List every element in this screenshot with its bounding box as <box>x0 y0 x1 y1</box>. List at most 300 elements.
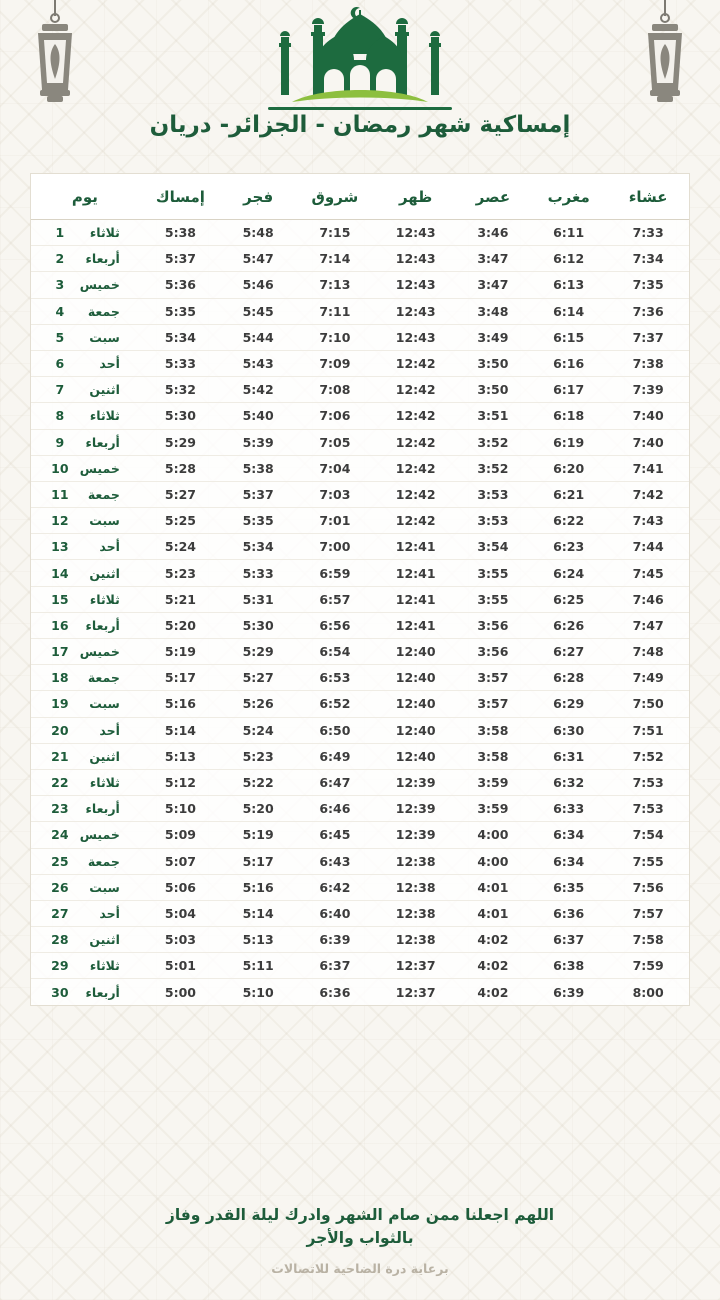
cell-dhuhr: 12:38 <box>376 874 456 900</box>
cell-maghrib: 6:11 <box>530 220 607 246</box>
day-name: سبت <box>89 513 120 529</box>
day-number: 14 <box>51 565 69 581</box>
cell-isha: 7:37 <box>607 324 689 350</box>
cell-shuruq: 7:09 <box>294 350 375 376</box>
day-name: خميس <box>79 827 120 843</box>
table-row <box>31 272 689 298</box>
table-row <box>31 324 689 350</box>
cell-asr: 4:02 <box>456 953 530 979</box>
day-number: 12 <box>51 513 69 529</box>
cell-imsak: 5:30 <box>139 403 222 429</box>
table-row <box>31 665 689 691</box>
cell-maghrib: 6:35 <box>530 874 607 900</box>
table-row <box>31 377 689 403</box>
cell-day <box>31 298 139 324</box>
cell-isha: 7:39 <box>607 377 689 403</box>
cell-day <box>31 403 139 429</box>
day-number: 5 <box>55 329 65 345</box>
cell-fajr: 5:22 <box>222 769 294 795</box>
cell-isha: 7:38 <box>607 350 689 376</box>
cell-imsak: 5:17 <box>139 665 222 691</box>
cell-fajr: 5:44 <box>222 324 294 350</box>
day-name: أحد <box>99 356 120 372</box>
cell-fajr: 5:20 <box>222 796 294 822</box>
cell-isha: 7:44 <box>607 534 689 560</box>
cell-asr: 3:57 <box>456 665 530 691</box>
cell-isha: 7:40 <box>607 403 689 429</box>
table-row <box>31 927 689 953</box>
cell-isha: 7:47 <box>607 612 689 638</box>
cell-imsak: 5:24 <box>139 534 222 560</box>
table-row <box>31 979 689 1005</box>
cell-maghrib: 6:36 <box>530 900 607 926</box>
cell-shuruq: 7:00 <box>294 534 375 560</box>
column-header-fajr: فجر <box>222 174 294 220</box>
cell-fajr: 5:37 <box>222 481 294 507</box>
page-title: إمساكية شهر رمضان - الجزائر- دريان <box>149 112 571 138</box>
cell-dhuhr: 12:43 <box>376 272 456 298</box>
cell-shuruq: 6:45 <box>294 822 375 848</box>
cell-isha: 7:34 <box>607 246 689 272</box>
cell-shuruq: 6:37 <box>294 953 375 979</box>
day-name: ثلاثاء <box>89 408 120 424</box>
table-row <box>31 953 689 979</box>
cell-imsak: 5:03 <box>139 927 222 953</box>
cell-fajr: 5:27 <box>222 665 294 691</box>
cell-dhuhr: 12:42 <box>376 350 456 376</box>
cell-imsak: 5:16 <box>139 691 222 717</box>
day-name: ثلاثاء <box>89 591 120 607</box>
cell-day <box>31 612 139 638</box>
cell-dhuhr: 12:38 <box>376 927 456 953</box>
table-row <box>31 560 689 586</box>
cell-maghrib: 6:32 <box>530 769 607 795</box>
day-number: 4 <box>55 303 65 319</box>
cell-day <box>31 324 139 350</box>
day-number: 16 <box>51 617 69 633</box>
cell-asr: 3:55 <box>456 560 530 586</box>
cell-day <box>31 691 139 717</box>
table-body <box>31 220 689 1005</box>
prayer-times-table-wrap <box>30 173 690 1006</box>
table-row <box>31 743 689 769</box>
cell-asr: 3:54 <box>456 534 530 560</box>
cell-fajr: 5:19 <box>222 822 294 848</box>
table-row <box>31 481 689 507</box>
cell-maghrib: 6:34 <box>530 848 607 874</box>
cell-fajr: 5:14 <box>222 900 294 926</box>
table-row <box>31 691 689 717</box>
cell-dhuhr: 12:40 <box>376 665 456 691</box>
cell-asr: 4:00 <box>456 822 530 848</box>
cell-dhuhr: 12:40 <box>376 639 456 665</box>
cell-asr: 3:52 <box>456 455 530 481</box>
cell-maghrib: 6:20 <box>530 455 607 481</box>
cell-imsak: 5:33 <box>139 350 222 376</box>
cell-shuruq: 6:47 <box>294 769 375 795</box>
cell-dhuhr: 12:42 <box>376 481 456 507</box>
day-name: اثنين <box>89 748 120 764</box>
day-number: 30 <box>51 984 69 1000</box>
day-name: اثنين <box>89 382 120 398</box>
cell-imsak: 5:09 <box>139 822 222 848</box>
table-row <box>31 429 689 455</box>
cell-asr: 3:59 <box>456 769 530 795</box>
cell-dhuhr: 12:41 <box>376 612 456 638</box>
cell-dhuhr: 12:39 <box>376 796 456 822</box>
cell-asr: 3:46 <box>456 220 530 246</box>
cell-isha: 7:53 <box>607 769 689 795</box>
day-number: 11 <box>51 486 69 502</box>
cell-fajr: 5:11 <box>222 953 294 979</box>
cell-dhuhr: 12:40 <box>376 743 456 769</box>
column-header-maghrib: مغرب <box>530 174 607 220</box>
table-row <box>31 612 689 638</box>
cell-shuruq: 6:57 <box>294 586 375 612</box>
cell-imsak: 5:36 <box>139 272 222 298</box>
cell-maghrib: 6:38 <box>530 953 607 979</box>
table-row <box>31 586 689 612</box>
cell-day <box>31 743 139 769</box>
day-number: 2 <box>55 251 65 267</box>
cell-day <box>31 900 139 926</box>
cell-asr: 3:59 <box>456 796 530 822</box>
cell-isha: 7:42 <box>607 481 689 507</box>
day-name: سبت <box>89 329 120 345</box>
cell-imsak: 5:21 <box>139 586 222 612</box>
day-name: أحد <box>99 539 120 555</box>
day-name: سبت <box>89 879 120 895</box>
day-number: 19 <box>51 696 69 712</box>
table-row <box>31 848 689 874</box>
cell-maghrib: 6:19 <box>530 429 607 455</box>
cell-day <box>31 560 139 586</box>
cell-maghrib: 6:39 <box>553 984 585 1000</box>
column-header-imsak: إمساك <box>139 174 222 220</box>
cell-shuruq: 6:42 <box>294 874 375 900</box>
cell-asr: 3:55 <box>456 586 530 612</box>
cell-maghrib: 6:24 <box>530 560 607 586</box>
cell-shuruq: 6:59 <box>294 560 375 586</box>
cell-asr: 3:47 <box>456 272 530 298</box>
cell-imsak: 5:19 <box>139 639 222 665</box>
cell-isha: 7:46 <box>607 586 689 612</box>
table-row <box>31 796 689 822</box>
cell-fajr: 5:13 <box>222 927 294 953</box>
cell-imsak: 5:23 <box>139 560 222 586</box>
dua-line-1: اللهم اجعلنا ممن صام الشهر وادرك ليلة القدر وفاز <box>165 1206 555 1225</box>
cell-fajr: 5:45 <box>222 298 294 324</box>
column-header-isha: عشاء <box>607 174 689 220</box>
cell-imsak: 5:00 <box>164 984 196 1000</box>
mosque-icon <box>250 6 470 116</box>
cell-imsak: 5:01 <box>139 953 222 979</box>
cell-dhuhr: 12:41 <box>376 560 456 586</box>
cell-maghrib: 6:14 <box>530 298 607 324</box>
day-name: جمعة <box>87 670 120 686</box>
cell-fajr: 5:47 <box>222 246 294 272</box>
day-number: 7 <box>55 382 65 398</box>
cell-isha: 7:53 <box>607 796 689 822</box>
cell-shuruq: 7:10 <box>294 324 375 350</box>
cell-dhuhr: 12:42 <box>376 508 456 534</box>
day-number: 23 <box>51 801 69 817</box>
cell-day <box>31 508 139 534</box>
day-name: خميس <box>79 277 120 293</box>
table-row <box>31 350 689 376</box>
day-name: جمعة <box>87 486 120 502</box>
cell-dhuhr: 12:43 <box>376 324 456 350</box>
cell-asr: 3:50 <box>456 377 530 403</box>
cell-shuruq: 6:40 <box>294 900 375 926</box>
day-name: أربعاء <box>85 617 120 633</box>
cell-fajr: 5:10 <box>242 984 274 1000</box>
cell-shuruq: 6:54 <box>294 639 375 665</box>
cell-fajr: 5:48 <box>222 220 294 246</box>
cell-imsak: 5:14 <box>139 717 222 743</box>
cell-imsak: 5:38 <box>139 220 222 246</box>
cell-maghrib: 6:28 <box>530 665 607 691</box>
day-name: اثنين <box>89 932 120 948</box>
day-number: 25 <box>51 853 69 869</box>
cell-isha: 7:45 <box>607 560 689 586</box>
day-number: 3 <box>55 277 65 293</box>
cell-fajr: 5:46 <box>222 272 294 298</box>
cell-shuruq: 7:13 <box>294 272 375 298</box>
cell-fajr: 5:17 <box>222 848 294 874</box>
table-row <box>31 769 689 795</box>
cell-dhuhr: 12:43 <box>376 246 456 272</box>
cell-isha: 7:33 <box>607 220 689 246</box>
cell-day <box>31 769 139 795</box>
cell-day <box>31 586 139 612</box>
cell-asr: 3:56 <box>456 639 530 665</box>
cell-asr: 3:53 <box>456 481 530 507</box>
day-number: 18 <box>51 670 69 686</box>
cell-maghrib: 6:29 <box>530 691 607 717</box>
cell-fajr: 5:39 <box>222 429 294 455</box>
cell-isha: 7:41 <box>607 455 689 481</box>
cell-isha: 7:50 <box>607 691 689 717</box>
dua-text <box>0 1204 720 1249</box>
cell-asr: 3:58 <box>456 717 530 743</box>
day-name: ثلاثاء <box>89 775 120 791</box>
day-number: 21 <box>51 748 69 764</box>
cell-shuruq: 6:49 <box>294 743 375 769</box>
dua-line-2: بالثواب والأجر <box>306 1228 414 1247</box>
cell-asr: 3:58 <box>456 743 530 769</box>
cell-day <box>31 639 139 665</box>
cell-dhuhr: 12:38 <box>376 900 456 926</box>
cell-shuruq: 7:03 <box>294 481 375 507</box>
cell-day <box>31 350 139 376</box>
cell-fajr: 5:40 <box>222 403 294 429</box>
day-name: أربعاء <box>85 984 120 1000</box>
page-footer <box>0 1204 720 1276</box>
cell-dhuhr: 12:42 <box>376 377 456 403</box>
cell-shuruq: 6:52 <box>294 691 375 717</box>
cell-day <box>31 665 139 691</box>
cell-maghrib: 6:16 <box>530 350 607 376</box>
day-number: 13 <box>51 539 69 555</box>
cell-dhuhr: 12:42 <box>376 429 456 455</box>
day-number: 26 <box>51 879 69 895</box>
cell-dhuhr: 12:39 <box>376 769 456 795</box>
cell-day <box>31 848 139 874</box>
cell-day <box>31 272 139 298</box>
table-row <box>31 455 689 481</box>
cell-maghrib: 6:34 <box>530 822 607 848</box>
cell-day <box>31 717 139 743</box>
day-name: جمعة <box>87 853 120 869</box>
cell-maghrib: 6:21 <box>530 481 607 507</box>
cell-asr: 4:01 <box>456 900 530 926</box>
day-name: خميس <box>79 644 120 660</box>
day-name: أربعاء <box>85 251 120 267</box>
cell-isha: 7:59 <box>607 953 689 979</box>
cell-fajr: 5:16 <box>222 874 294 900</box>
cell-maghrib: 6:27 <box>530 639 607 665</box>
cell-asr: 3:47 <box>456 246 530 272</box>
day-number: 9 <box>55 434 65 450</box>
cell-shuruq: 6:56 <box>294 612 375 638</box>
cell-imsak: 5:13 <box>139 743 222 769</box>
cell-shuruq: 6:50 <box>294 717 375 743</box>
table-header <box>31 174 689 220</box>
day-number: 8 <box>55 408 65 424</box>
cell-shuruq: 7:08 <box>294 377 375 403</box>
cell-isha: 8:00 <box>632 984 664 1000</box>
cell-dhuhr: 12:43 <box>376 220 456 246</box>
cell-asr: 3:56 <box>456 612 530 638</box>
cell-fajr: 5:23 <box>222 743 294 769</box>
table-row <box>31 717 689 743</box>
table-row <box>31 298 689 324</box>
cell-dhuhr: 12:42 <box>376 403 456 429</box>
page-header <box>0 0 720 165</box>
cell-fajr: 5:29 <box>222 639 294 665</box>
cell-isha: 7:56 <box>607 874 689 900</box>
cell-shuruq: 7:04 <box>294 455 375 481</box>
cell-asr: 3:52 <box>456 429 530 455</box>
cell-shuruq: 7:11 <box>294 298 375 324</box>
cell-day <box>31 429 139 455</box>
day-number: 28 <box>51 932 69 948</box>
day-number: 29 <box>51 958 69 974</box>
cell-dhuhr: 12:42 <box>376 455 456 481</box>
prayer-times-table <box>31 174 689 1005</box>
cell-isha: 7:43 <box>607 508 689 534</box>
cell-fajr: 5:30 <box>222 612 294 638</box>
cell-imsak: 5:35 <box>139 298 222 324</box>
day-name: أحد <box>99 905 120 921</box>
cell-maghrib: 6:18 <box>530 403 607 429</box>
cell-isha: 7:55 <box>607 848 689 874</box>
table-row <box>31 246 689 272</box>
cell-day <box>31 534 139 560</box>
day-number: 17 <box>51 644 69 660</box>
cell-asr: 4:00 <box>456 848 530 874</box>
cell-day <box>31 927 139 953</box>
cell-maghrib: 6:22 <box>530 508 607 534</box>
cell-fajr: 5:33 <box>222 560 294 586</box>
cell-day <box>31 822 139 848</box>
day-name: أربعاء <box>85 801 120 817</box>
cell-maghrib: 6:25 <box>530 586 607 612</box>
table-header-row <box>31 174 689 220</box>
cell-fajr: 5:26 <box>222 691 294 717</box>
cell-isha: 7:57 <box>607 900 689 926</box>
cell-dhuhr: 12:40 <box>376 717 456 743</box>
cell-imsak: 5:12 <box>139 769 222 795</box>
cell-imsak: 5:25 <box>139 508 222 534</box>
cell-maghrib: 6:23 <box>530 534 607 560</box>
table-row <box>31 403 689 429</box>
cell-imsak: 5:07 <box>139 848 222 874</box>
cell-isha: 7:58 <box>607 927 689 953</box>
day-name: أربعاء <box>85 434 120 450</box>
cell-dhuhr: 12:43 <box>376 298 456 324</box>
cell-maghrib: 6:26 <box>530 612 607 638</box>
cell-shuruq: 6:36 <box>319 984 351 1000</box>
cell-isha: 7:49 <box>607 665 689 691</box>
cell-isha: 7:35 <box>607 272 689 298</box>
cell-fajr: 5:43 <box>222 350 294 376</box>
day-number: 15 <box>51 591 69 607</box>
cell-day <box>31 979 139 1005</box>
cell-imsak: 5:10 <box>139 796 222 822</box>
cell-dhuhr: 12:37 <box>376 953 456 979</box>
day-name: جمعة <box>87 303 120 319</box>
table-row <box>31 874 689 900</box>
mosque-illustration <box>0 6 720 116</box>
day-number: 20 <box>51 722 69 738</box>
cell-maghrib: 6:15 <box>530 324 607 350</box>
day-number: 22 <box>51 775 69 791</box>
cell-day <box>31 455 139 481</box>
cell-imsak: 5:32 <box>139 377 222 403</box>
cell-fajr: 5:24 <box>222 717 294 743</box>
day-number: 27 <box>51 905 69 921</box>
cell-asr: 3:57 <box>456 691 530 717</box>
table-row <box>31 822 689 848</box>
column-header-day: يوم <box>31 174 139 220</box>
cell-maghrib: 6:12 <box>530 246 607 272</box>
cell-fajr: 5:34 <box>222 534 294 560</box>
day-name: خميس <box>79 460 120 476</box>
sponsor-text: برعاية درة الضاحية للاتصالات <box>271 1261 449 1276</box>
column-header-asr: عصر <box>456 174 530 220</box>
cell-shuruq: 7:15 <box>294 220 375 246</box>
cell-day <box>31 796 139 822</box>
cell-maghrib: 6:30 <box>530 717 607 743</box>
cell-shuruq: 6:53 <box>294 665 375 691</box>
table-row <box>31 508 689 534</box>
cell-maghrib: 6:17 <box>530 377 607 403</box>
cell-shuruq: 7:06 <box>294 403 375 429</box>
cell-maghrib: 6:13 <box>530 272 607 298</box>
column-header-dhuhr: ظهر <box>376 174 456 220</box>
cell-imsak: 5:37 <box>139 246 222 272</box>
cell-imsak: 5:27 <box>139 481 222 507</box>
cell-asr: 3:53 <box>456 508 530 534</box>
cell-isha: 7:48 <box>607 639 689 665</box>
cell-isha: 7:52 <box>607 743 689 769</box>
cell-fajr: 5:35 <box>222 508 294 534</box>
cell-shuruq: 6:43 <box>294 848 375 874</box>
cell-dhuhr: 12:37 <box>395 984 436 1000</box>
cell-day <box>31 874 139 900</box>
